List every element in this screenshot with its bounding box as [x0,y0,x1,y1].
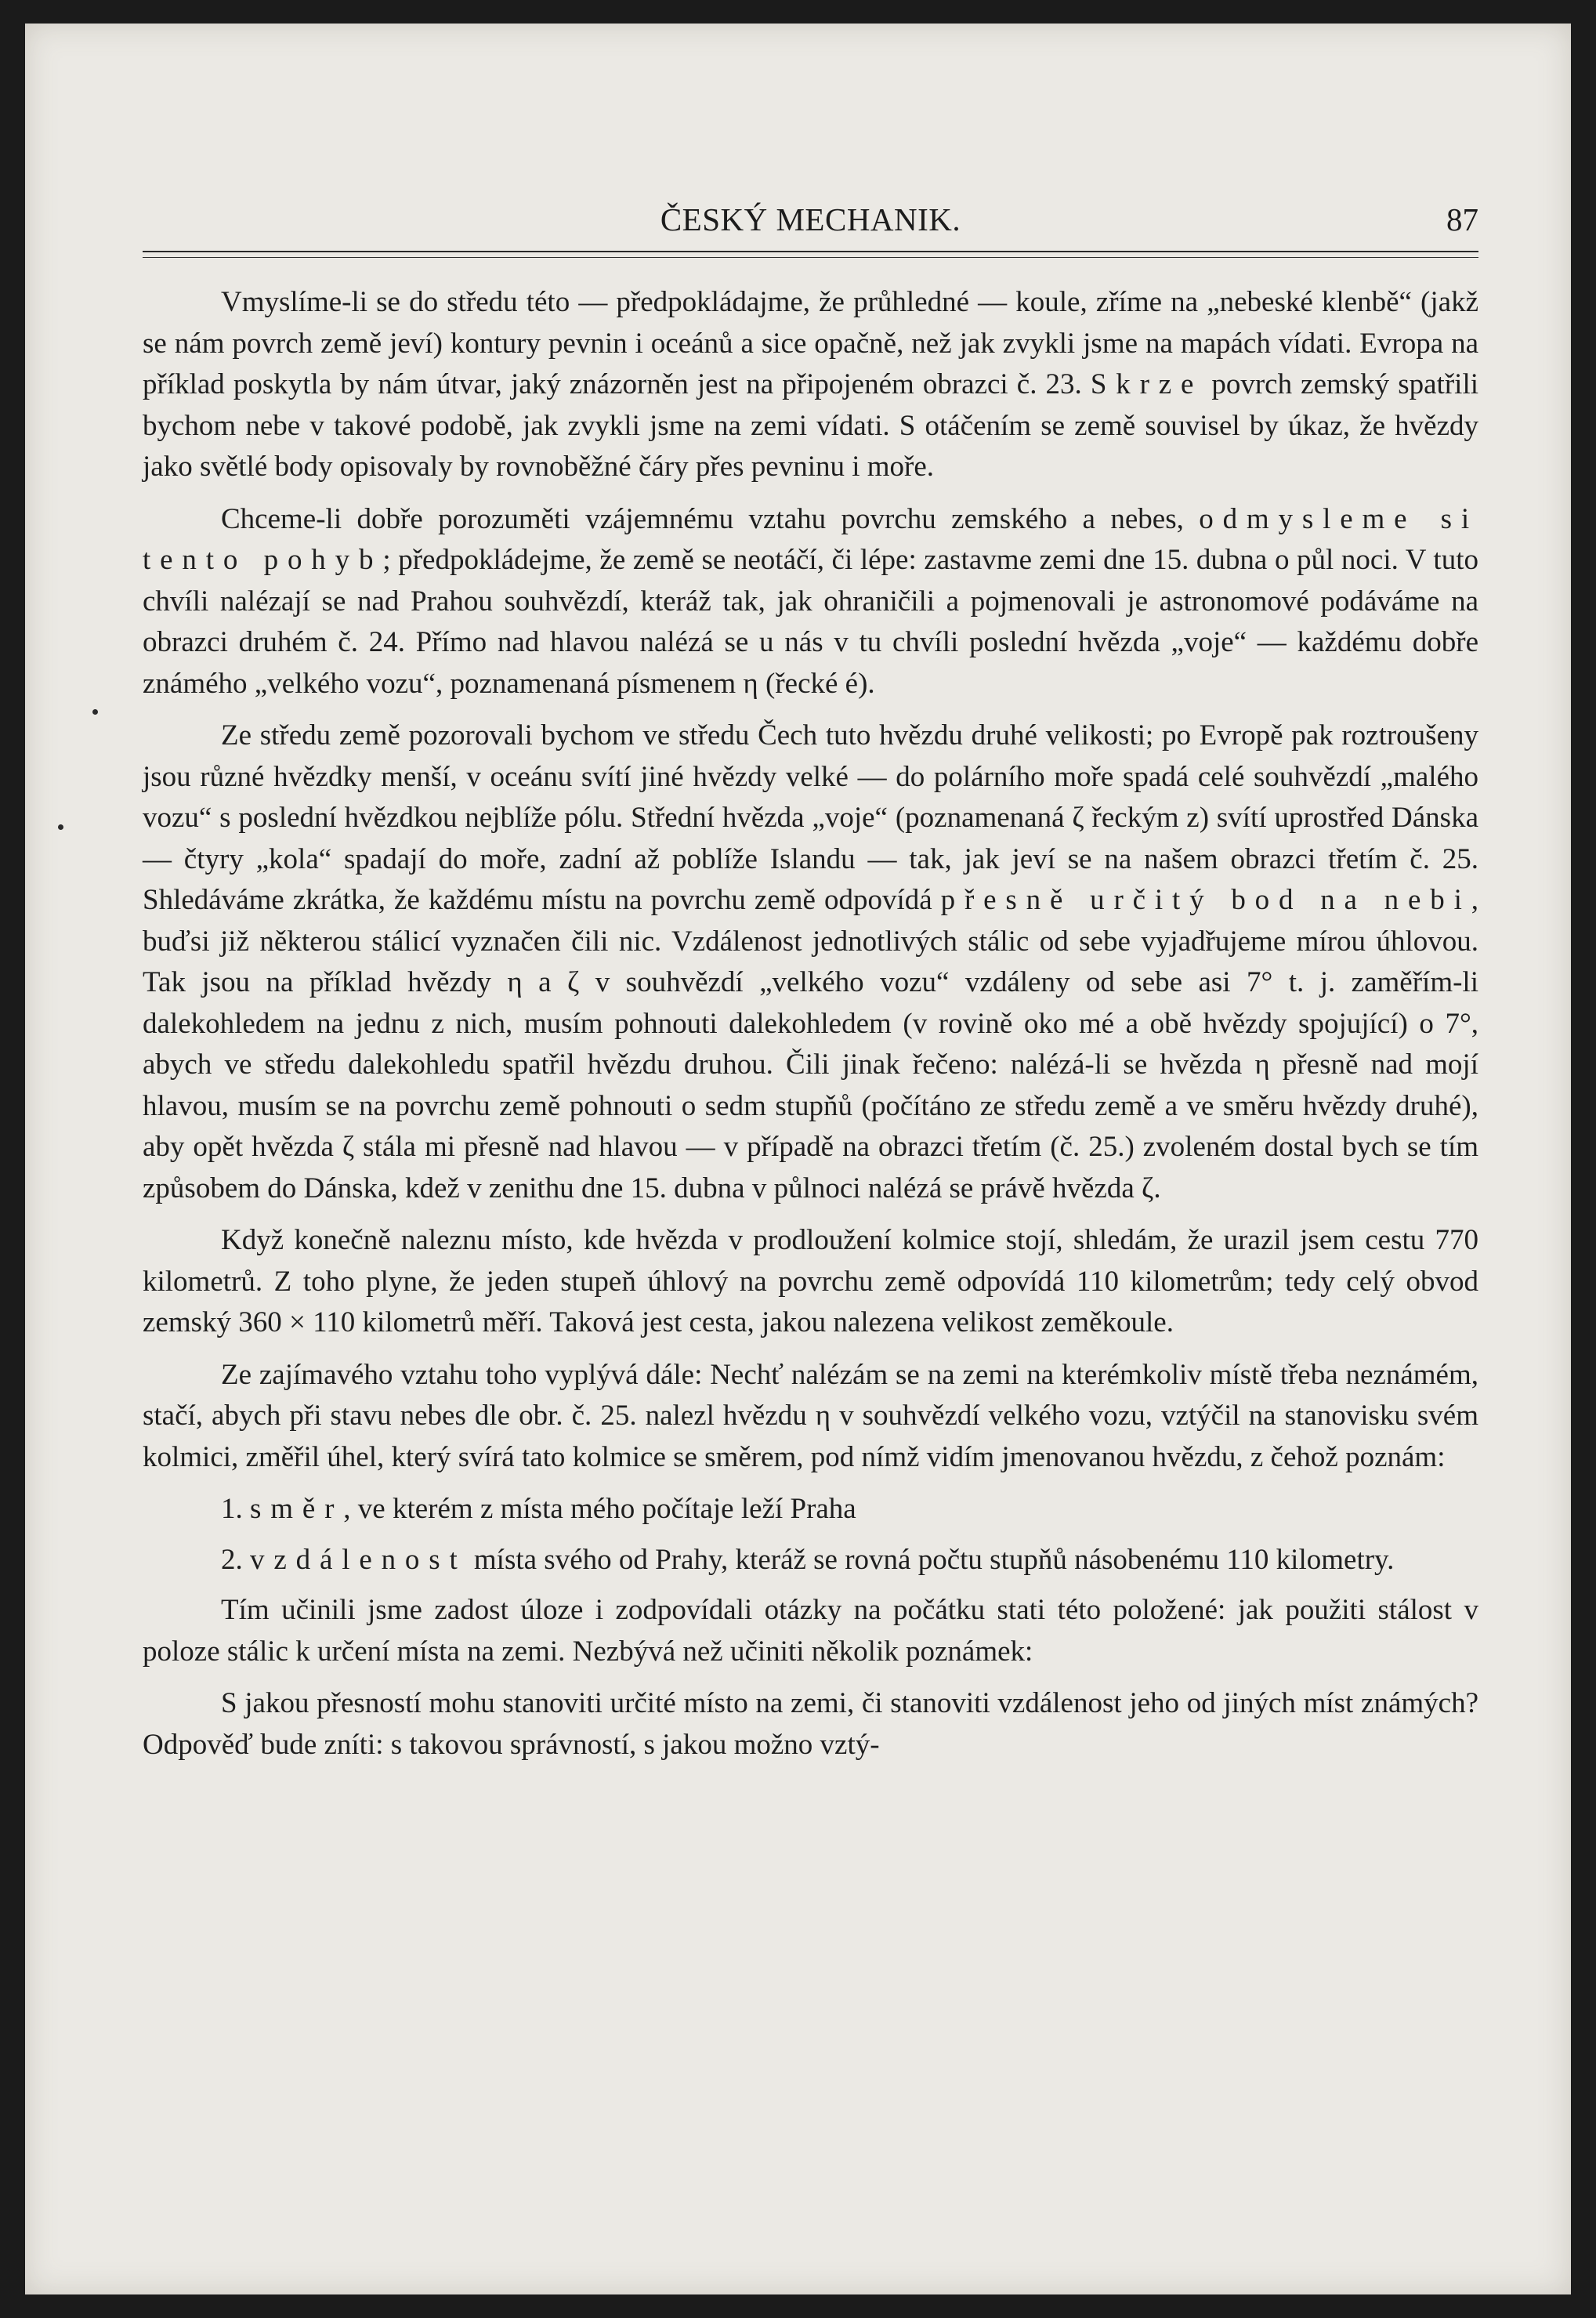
text-run: 2. [221,1543,250,1576]
list-item [143,1540,1478,1581]
paragraph [143,282,1478,488]
book-page [25,24,1571,2294]
paragraph [143,1220,1478,1344]
paragraph [143,1355,1478,1479]
text-run: Když konečně naleznu místo, kde hvězda v prodloužení kolmice stojí, shledám, že urazil jsem cestu 770 kilometrů. Z toho plyne, že jeden stupeň úhlový na povrchu země odpovídá 110 kilometrům; tedy celý obvod zemský 360 × 110 kilometrů měří. Taková jest cesta, jakou nalezena velikost zeměkoule. [143,1224,1478,1338]
emphasized-text: směr [250,1493,344,1525]
text-run: Tím učinili jsme zadost úloze i zodpovídali otázky na počátku stati této položené: jak použiti stálost v poloze stálic k určení místa na zemi. Nezbývá než učiniti několik poznámek: [143,1594,1478,1668]
emphasized-text: vzdálenost [250,1543,467,1576]
emphasized-text: odmysleme si tento pohyb [143,502,1478,576]
header-rule [143,251,1478,258]
body-text [143,282,1478,1777]
text-run: ; předpokládejme, že země se neotáčí, či lépe: zastavme zemi dne 15. dubna o půl noci. V tuto chvíli nalézají se nad Prahou souhvězdí, kteráž tak, jak ohraničili a pojmenovali je astronomové podáváme na obrazci druhém č. 24. Přímo nad hlavou nalézá se u nás v tu chvíli poslední hvězda „voje“ — každému dobře známého „velkého vozu“, poznamenaná písmenem η (řecké é). [143,544,1478,700]
text-run: , ve kterém z místa mého počítaje leží Praha [343,1493,856,1525]
text-run: Ze středu země pozorovali bychom ve středu Čech tuto hvězdu druhé velikosti; po Evropě pak roztroušeny jsou různé hvězdky menší, v oceánu svítí jiné hvězdy velké — do polárního moře spadá celé souhvězdí „malého vozu“ s poslední hvězdkou nejblíže pólu. Střední hvězda „voje“ (poznamenaná ζ řeckým z) svítí uprostřed Dánska — čtyry „kola“ spadají do moře, zadní až poblíže Islandu — tak, jak jeví se na našem obrazci třetím č. 25. Shledáváme zkrátka, že každému místu na povrchu země odpovídá [143,719,1478,916]
paragraph [143,499,1478,705]
list-item [143,1489,1478,1530]
running-title: ČESKÝ MECHANIK. [660,201,961,237]
margin-mark [92,709,98,715]
paragraph [143,1683,1478,1766]
emphasized-text: přesně určitý bod na nebi [940,884,1471,916]
text-run: 1. [221,1493,250,1525]
text-run: S jakou přesností mohu stanoviti určité místo na zemi, či stanoviti vzdálenost jeho od jiných míst známých? Odpověď bude zníti: s takovou správností, s jakou možno vztý- [143,1687,1478,1761]
page-number: 87 [1446,201,1478,237]
page-header [143,180,1478,235]
text-run: , buďsi již některou stálicí vyznačen čili nic. Vzdálenost jednotlivých stálic od sebe vyjadřujeme mírou úhlovou. Tak jsou na příklad hvězdy η a ζ v souhvězdí „velkého vozu“ vzdáleny od sebe asi 7° t. j. zaměřím-li dalekohledem na jednu z nich, musím pohnouti dalekohledem (v rovině oko mé a obě hvězdy spojující) o 7°, abych ve středu dalekohledu spatřil hvězdu druhou. Čili jinak řečeno: nalézá-li se hvězda η přesně nad mojí hlavou, musím se na povrchu země pohnouti o sedm stupňů (počítáno ze středu země a ve směru hvězdy druhé), aby opět hvězda ζ stála mi přesně nad hlavou — v případě na obrazci třetím (č. 25.) zvoleném dostal bych se tím způsobem do Dánska, kdež v zenithu dne 15. dubna v půlnoci nalézá se právě hvězda ζ. [143,884,1478,1204]
paragraph [143,715,1478,1209]
text-run: Vmyslíme-li se do středu této — předpokládajme, že průhledné — koule, zříme na „nebeské klenbě“ (jakž se nám povrch země jeví) kontury pevnin i oceánů a sice opačně, než jak zvykli jsme na mapách vídati. Evropa na příklad poskytla by nám útvar, jaký znázorněn jest na připojeném obrazci č. 23. [143,286,1478,400]
emphasized-text: Skrze [1090,368,1203,400]
paragraph [143,1590,1478,1672]
text-run: povrch zemský spatřili bychom nebe v takové podobě, jak zvykli jsme na zemi vídati. S otáčením se země souvisel by úkaz, že hvězdy jako světlé body opisovaly by rovnoběžné čáry přes pevninu i moře. [143,368,1479,483]
margin-mark [58,824,63,830]
text-run: Chceme-li dobře porozuměti vzájemnému vztahu povrchu zemského a nebes, [221,502,1200,535]
text-run: Ze zajímavého vztahu toho vyplývá dále: Nechť nalézám se na zemi na kterémkoliv místě třeba neznámém, stačí, abych při stavu nebes dle obr. č. 25. nalezl hvězdu η v souhvězdí velkého vozu, vztýčil na stanovisku svém kolmici, změřil úhel, který svírá tato kolmice se směrem, pod nímž vidím jmenovanou hvězdu, z čehož poznám: [143,1358,1478,1473]
text-run: místa svého od Prahy, kteráž se rovná počtu stupňů násobenému 110 kilometry. [466,1543,1395,1576]
